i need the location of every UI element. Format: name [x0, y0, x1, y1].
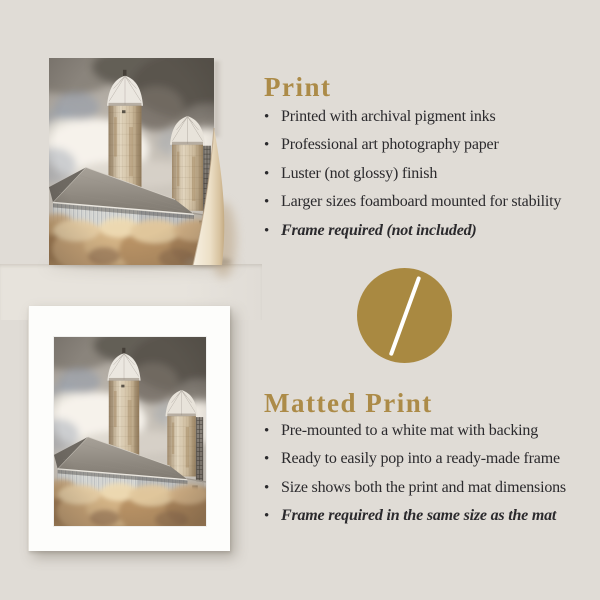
feature-item	[264, 106, 561, 128]
feature-item	[264, 420, 566, 442]
feature-text: Professional art photography paper	[281, 136, 499, 154]
feature-text: Printed with archival pigment inks	[281, 108, 496, 125]
bullet-icon: •	[264, 137, 270, 154]
bullet-icon: •	[264, 451, 270, 468]
print-features-list	[264, 106, 561, 248]
matted-print-heading: Matted Print	[264, 388, 433, 418]
slash-icon	[388, 275, 420, 355]
feature-item	[264, 220, 561, 242]
matted-print-photo	[28, 306, 230, 551]
bullet-icon: •	[264, 165, 270, 182]
feature-item	[264, 134, 561, 156]
feature-text: Luster (not glossy) finish	[281, 164, 438, 182]
or-divider	[357, 268, 452, 363]
bullet-icon: •	[264, 479, 270, 496]
matted-print-features-list	[264, 420, 566, 534]
feature-text: Ready to easily pop into a ready-made frame	[281, 450, 560, 468]
bullet-icon: •	[264, 508, 270, 525]
feature-text: Frame required (not included)	[281, 221, 477, 239]
feature-item	[264, 448, 566, 470]
feature-item	[264, 191, 561, 213]
feature-item	[264, 505, 566, 527]
feature-text: Size shows both the print and mat dimensions	[281, 478, 566, 496]
barn-print-in-mat-image	[54, 337, 206, 526]
feature-text: Pre-mounted to a white mat with backing	[281, 422, 539, 439]
feature-item	[264, 163, 561, 185]
print-edge-shadow	[214, 61, 222, 137]
bullet-icon: •	[264, 194, 270, 211]
bullet-icon: •	[264, 423, 270, 439]
bullet-icon: •	[264, 222, 270, 239]
page-curl	[175, 128, 231, 265]
feature-text: Frame required in the same size as the mat	[281, 507, 557, 525]
feature-item	[264, 477, 566, 499]
bullet-icon: •	[264, 109, 270, 125]
print-heading: Print	[264, 72, 332, 102]
feature-text: Larger sizes foamboard mounted for stability	[281, 193, 562, 211]
